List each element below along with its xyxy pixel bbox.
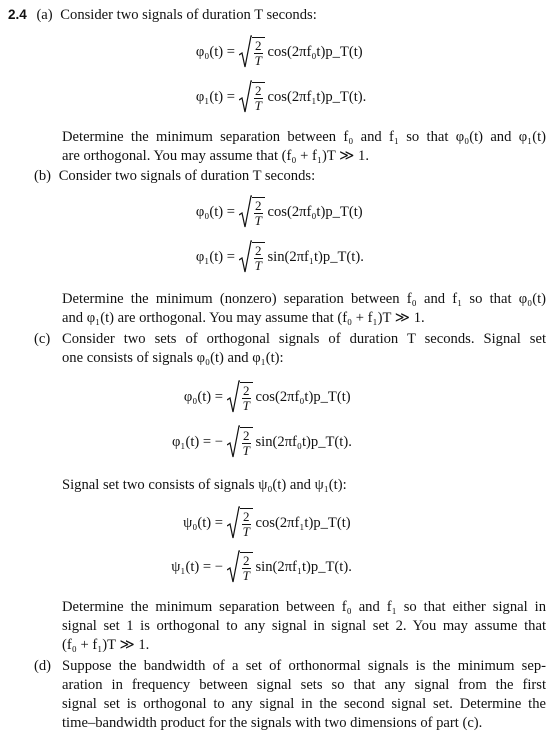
eq-rhs: sin(2πf₁t)p_T(t). <box>267 248 364 265</box>
eq-rhs: sin(2πf₁t)p_T(t). <box>255 558 352 575</box>
part-b-eq2 <box>140 240 364 274</box>
part-b-text-line1: Determine the minimum (nonzero) separation between f₀ and f₁ so that φ₀(t) <box>62 291 546 307</box>
radical-sign-icon <box>227 550 240 584</box>
sqrt-denominator: T <box>254 52 262 68</box>
eq-rhs: cos(2πf₁t)p_T(t). <box>267 88 367 105</box>
sqrt-numerator: 2 <box>255 82 262 98</box>
part-a-eq1 <box>140 35 363 69</box>
eq-lhs: φ₁(t) = <box>195 248 235 265</box>
sqrt-numerator: 2 <box>243 508 250 524</box>
radical-sign-icon <box>239 35 252 69</box>
radical-sign-icon <box>227 506 240 540</box>
sqrt-2-over-t <box>239 35 265 69</box>
part-d-line4: time–bandwidth product for the signals with two dimensions of part (c). <box>62 715 483 731</box>
part-b-intro-line <box>34 167 315 186</box>
part-c-label: (c) <box>34 331 51 347</box>
sqrt-2-over-t <box>227 380 253 414</box>
part-c-eq2 <box>105 425 352 459</box>
eq-rhs: cos(2πf₀t)p_T(t) <box>267 43 363 60</box>
part-c-eq3 <box>105 506 351 540</box>
radical-sign-icon <box>227 380 240 414</box>
radical-sign-icon <box>239 80 252 114</box>
part-b-eq1 <box>140 195 363 229</box>
sqrt-denominator: T <box>254 257 262 273</box>
sqrt-2-over-t <box>239 80 265 114</box>
part-c-text-line3: (f₀ + f₁)T ≫ 1. <box>62 637 150 653</box>
eq-lhs: ψ₁(t) = − <box>171 558 223 575</box>
part-b-intro: Consider two signals of duration T seconds: <box>58 168 316 184</box>
sqrt-denominator: T <box>242 442 250 458</box>
eq-lhs: φ₀(t) = <box>195 43 235 60</box>
part-d-label: (d) <box>34 658 52 674</box>
eq-lhs: φ₀(t) = <box>195 203 235 220</box>
eq-rhs: cos(2πf₁t)p_T(t) <box>255 514 351 531</box>
sqrt-2-over-t <box>227 550 253 584</box>
sqrt-numerator: 2 <box>255 242 262 258</box>
sqrt-denominator: T <box>254 97 262 113</box>
eq-lhs: φ₀(t) = <box>183 388 223 405</box>
part-c-intro-line2: one consists of signals φ₀(t) and φ₁(t): <box>62 350 284 366</box>
sqrt-2-over-t <box>227 506 253 540</box>
sqrt-2-over-t <box>227 425 253 459</box>
radical-sign-icon <box>239 195 252 229</box>
part-d-line2: aration in frequency between signal sets so that any signal from the first <box>62 677 546 693</box>
part-c-eq1 <box>105 380 351 414</box>
eq-lhs: ψ₀(t) = <box>183 514 223 531</box>
sqrt-denominator: T <box>242 523 250 539</box>
eq-rhs: cos(2πf₀t)p_T(t) <box>267 203 363 220</box>
radical-sign-icon <box>227 425 240 459</box>
eq-lhs: φ₁(t) = − <box>171 433 223 450</box>
part-c-intro-line1: Consider two sets of orthogonal signals of duration T seconds. Signal set <box>62 331 546 347</box>
part-c-text-line1: Determine the minimum separation between f₀ and f₁ so that either signal in <box>62 599 546 615</box>
part-b-text-line2: and φ₁(t) are orthogonal. You may assume that (f₀ + f₁)T ≫ 1. <box>62 310 425 326</box>
radical-sign-icon <box>239 240 252 274</box>
part-c-set-two-text: Signal set two consists of signals ψ₀(t) and ψ₁(t): <box>62 477 347 493</box>
part-d-line1: Suppose the bandwidth of a set of orthonormal signals is the minimum sep- <box>62 658 546 674</box>
part-a-eq2 <box>140 80 366 114</box>
sqrt-2-over-t <box>239 240 265 274</box>
part-a-label: (a) <box>36 7 53 23</box>
part-a-intro-line <box>8 6 317 25</box>
eq-rhs: cos(2πf₀t)p_T(t) <box>255 388 351 405</box>
sqrt-numerator: 2 <box>255 197 262 213</box>
eq-lhs: φ₁(t) = <box>195 88 235 105</box>
sqrt-numerator: 2 <box>255 37 262 53</box>
sqrt-numerator: 2 <box>243 552 250 568</box>
sqrt-numerator: 2 <box>243 382 250 398</box>
part-d-line3: signal set is orthogonal to any signal in the second signal set. Determine the <box>62 696 546 712</box>
sqrt-2-over-t <box>239 195 265 229</box>
problem-number: 2.4 <box>8 7 27 22</box>
part-a-text-line1: Determine the minimum separation between f₀ and f₁ so that φ₀(t) and φ₁(t) <box>62 129 546 145</box>
sqrt-denominator: T <box>254 212 262 228</box>
part-c-text-line2: signal set 1 is orthogonal to any signal in signal set 2. You may assume that <box>62 618 546 634</box>
part-a-text-line2: are orthogonal. You may assume that (f₀ + f₁)T ≫ 1. <box>62 148 369 164</box>
part-a-intro: Consider two signals of duration T seconds: <box>60 7 317 23</box>
part-b-label: (b) <box>34 168 52 184</box>
sqrt-numerator: 2 <box>243 427 250 443</box>
sqrt-denominator: T <box>242 397 250 413</box>
eq-rhs: sin(2πf₀t)p_T(t). <box>255 433 352 450</box>
part-c-eq4 <box>105 550 352 584</box>
sqrt-denominator: T <box>242 567 250 583</box>
